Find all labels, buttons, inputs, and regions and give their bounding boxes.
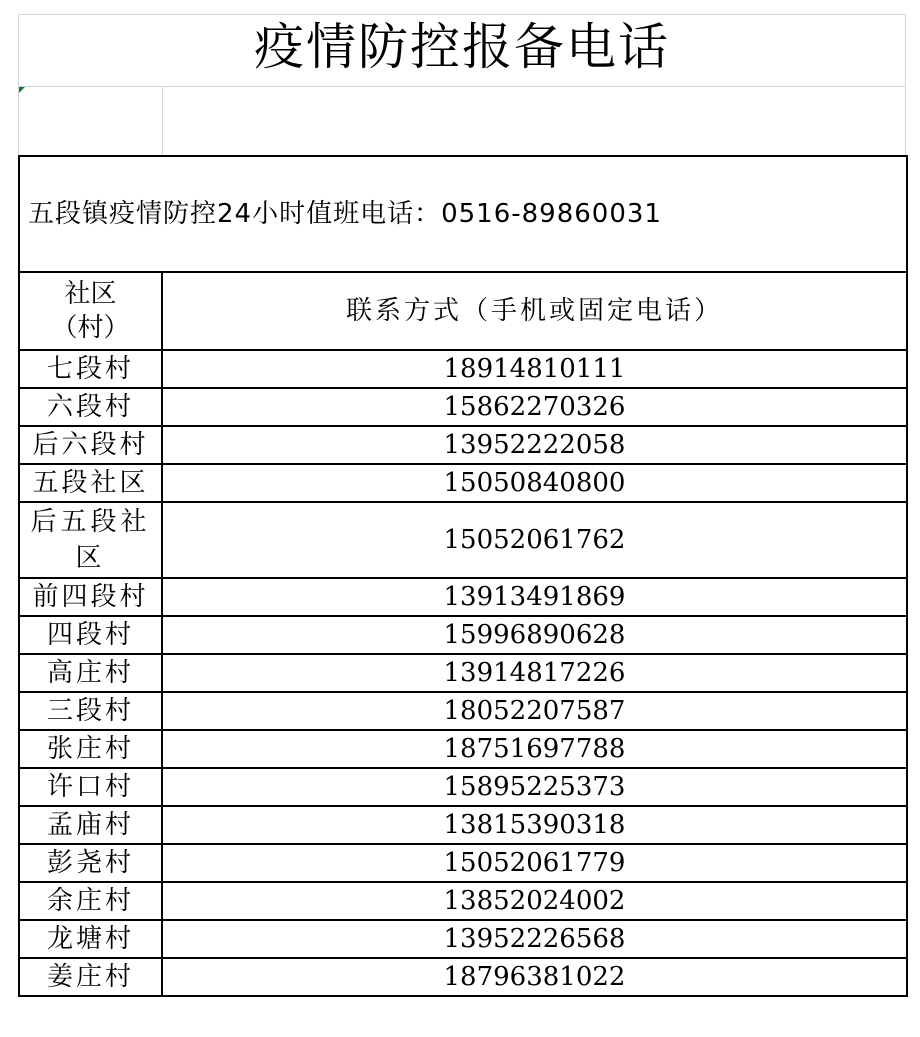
table-row: [19, 654, 907, 692]
header-community-label: 社区（村）: [51, 279, 130, 343]
table-row: [19, 730, 907, 768]
community-name-cell[interactable]: 姜庄村: [19, 958, 162, 996]
community-name-cell[interactable]: 六段村: [19, 388, 162, 426]
phone-cell[interactable]: 13952226568: [162, 920, 907, 958]
phone-cell[interactable]: 15050840800: [162, 464, 907, 502]
phone-cell[interactable]: 13815390318: [162, 806, 907, 844]
community-name-cell[interactable]: 高庄村: [19, 654, 162, 692]
phone-cell[interactable]: 13852024002: [162, 882, 907, 920]
community-name-cell[interactable]: 四段村: [19, 616, 162, 654]
phone-cell[interactable]: 18914810111: [162, 350, 907, 388]
phone-cell[interactable]: 13952222058: [162, 426, 907, 464]
table-row: [19, 882, 907, 920]
table-row: [19, 426, 907, 464]
community-name-cell[interactable]: 后五段社区: [19, 502, 162, 578]
hotline-cell[interactable]: 五段镇疫情防控24小时值班电话：0516-89860031: [19, 156, 907, 272]
header-community[interactable]: [19, 272, 162, 350]
community-name-cell[interactable]: 彭尧村: [19, 844, 162, 882]
table-row: [19, 350, 907, 388]
table-row: [19, 616, 907, 654]
community-name-cell[interactable]: 许口村: [19, 768, 162, 806]
phone-cell[interactable]: 15052061762: [162, 502, 907, 578]
community-name-cell[interactable]: 张庄村: [19, 730, 162, 768]
phone-cell[interactable]: 18052207587: [162, 692, 907, 730]
table-row: [19, 958, 907, 996]
table-row: [19, 692, 907, 730]
phone-cell[interactable]: 15996890628: [162, 616, 907, 654]
contact-table: [18, 155, 908, 997]
table-row: [19, 464, 907, 502]
table-row: [19, 768, 907, 806]
phone-cell[interactable]: 18796381022: [162, 958, 907, 996]
table-row: [19, 920, 907, 958]
gridline: [18, 86, 906, 87]
phone-cell[interactable]: 15862270326: [162, 388, 907, 426]
table-row: [19, 388, 907, 426]
community-name-cell[interactable]: 三段村: [19, 692, 162, 730]
page-title: 疫情防控报备电话: [254, 18, 670, 76]
community-name-cell[interactable]: 前四段村: [19, 578, 162, 616]
phone-cell[interactable]: 13913491869: [162, 578, 907, 616]
phone-cell[interactable]: 15895225373: [162, 768, 907, 806]
community-name-cell[interactable]: 龙塘村: [19, 920, 162, 958]
phone-cell[interactable]: 15052061779: [162, 844, 907, 882]
table-row: [19, 502, 907, 578]
cell-error-marker-icon: [19, 87, 25, 93]
community-name-cell[interactable]: 七段村: [19, 350, 162, 388]
community-name-cell[interactable]: 孟庙村: [19, 806, 162, 844]
community-name-cell[interactable]: 后六段村: [19, 426, 162, 464]
table-row: [19, 578, 907, 616]
phone-cell[interactable]: 18751697788: [162, 730, 907, 768]
header-contact[interactable]: 联系方式（手机或固定电话）: [162, 272, 907, 350]
community-name-cell[interactable]: 余庄村: [19, 882, 162, 920]
community-name-cell[interactable]: 五段社区: [19, 464, 162, 502]
gridline: [162, 86, 163, 156]
table-row: [19, 844, 907, 882]
phone-cell[interactable]: 13914817226: [162, 654, 907, 692]
table-row: [19, 806, 907, 844]
